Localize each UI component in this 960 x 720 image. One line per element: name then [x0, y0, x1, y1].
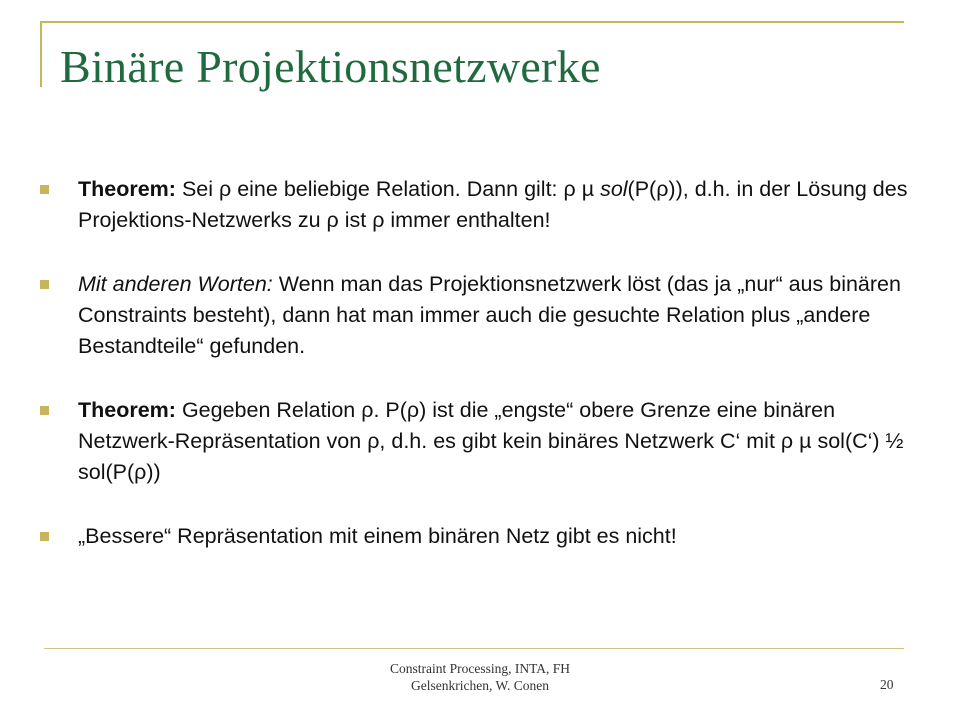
bullet-marker-icon — [40, 406, 49, 415]
footer-line-2: Gelsenkrichen, W. Conen — [411, 678, 549, 693]
other-words-label: Mit anderen Worten: — [78, 272, 273, 296]
frame-left-rule — [40, 21, 42, 87]
bullet-theorem-1 — [40, 174, 910, 236]
bullet-marker-icon — [40, 532, 49, 541]
bullet-text: Wenn man das Projektionsnetzwerk löst (das ja „nur“ aus binären Constraints besteht), dann hat man immer auch die gesuchte Relation plus „andere Bestandteile“ gefunden. — [78, 272, 901, 358]
page-number: 20 — [880, 677, 894, 692]
bullet-theorem-2 — [40, 395, 910, 488]
bullet-marker-icon — [40, 185, 49, 194]
bullet-text: Gegeben Relation ρ. P(ρ) ist die „engste“ obere Grenze eine binären Netzwerk-Repräsentation von ρ, d.h. es gibt kein binäres Netzwerk C‘ mit ρ µ sol(C‘) ½ sol(P(ρ)) — [78, 398, 904, 484]
footer-text — [340, 660, 620, 694]
frame-top-rule — [40, 21, 904, 23]
theorem-label: Theorem: — [78, 398, 176, 422]
bullet-list — [40, 174, 910, 585]
bullet-text-cont: (P(ρ)), d.h. in der Lösung des Projektions-Netzwerks zu ρ ist ρ immer enthalten! — [78, 177, 908, 232]
slide-title: Binäre Projektionsnetzwerke — [60, 41, 601, 92]
bullet-text: „Bessere“ Repräsentation mit einem binären Netz gibt es nicht! — [78, 524, 677, 548]
bullet-other-words — [40, 269, 910, 362]
footer-line-1: Constraint Processing, INTA, FH — [389, 661, 571, 676]
bullet-conclusion — [40, 521, 910, 552]
footer-rule — [44, 648, 904, 649]
sol-term: sol — [600, 177, 628, 201]
bullet-text: Sei ρ eine beliebige Relation. Dann gilt: ρ µ — [175, 177, 601, 201]
theorem-label: Theorem: — [78, 177, 176, 201]
bullet-marker-icon — [40, 280, 49, 289]
